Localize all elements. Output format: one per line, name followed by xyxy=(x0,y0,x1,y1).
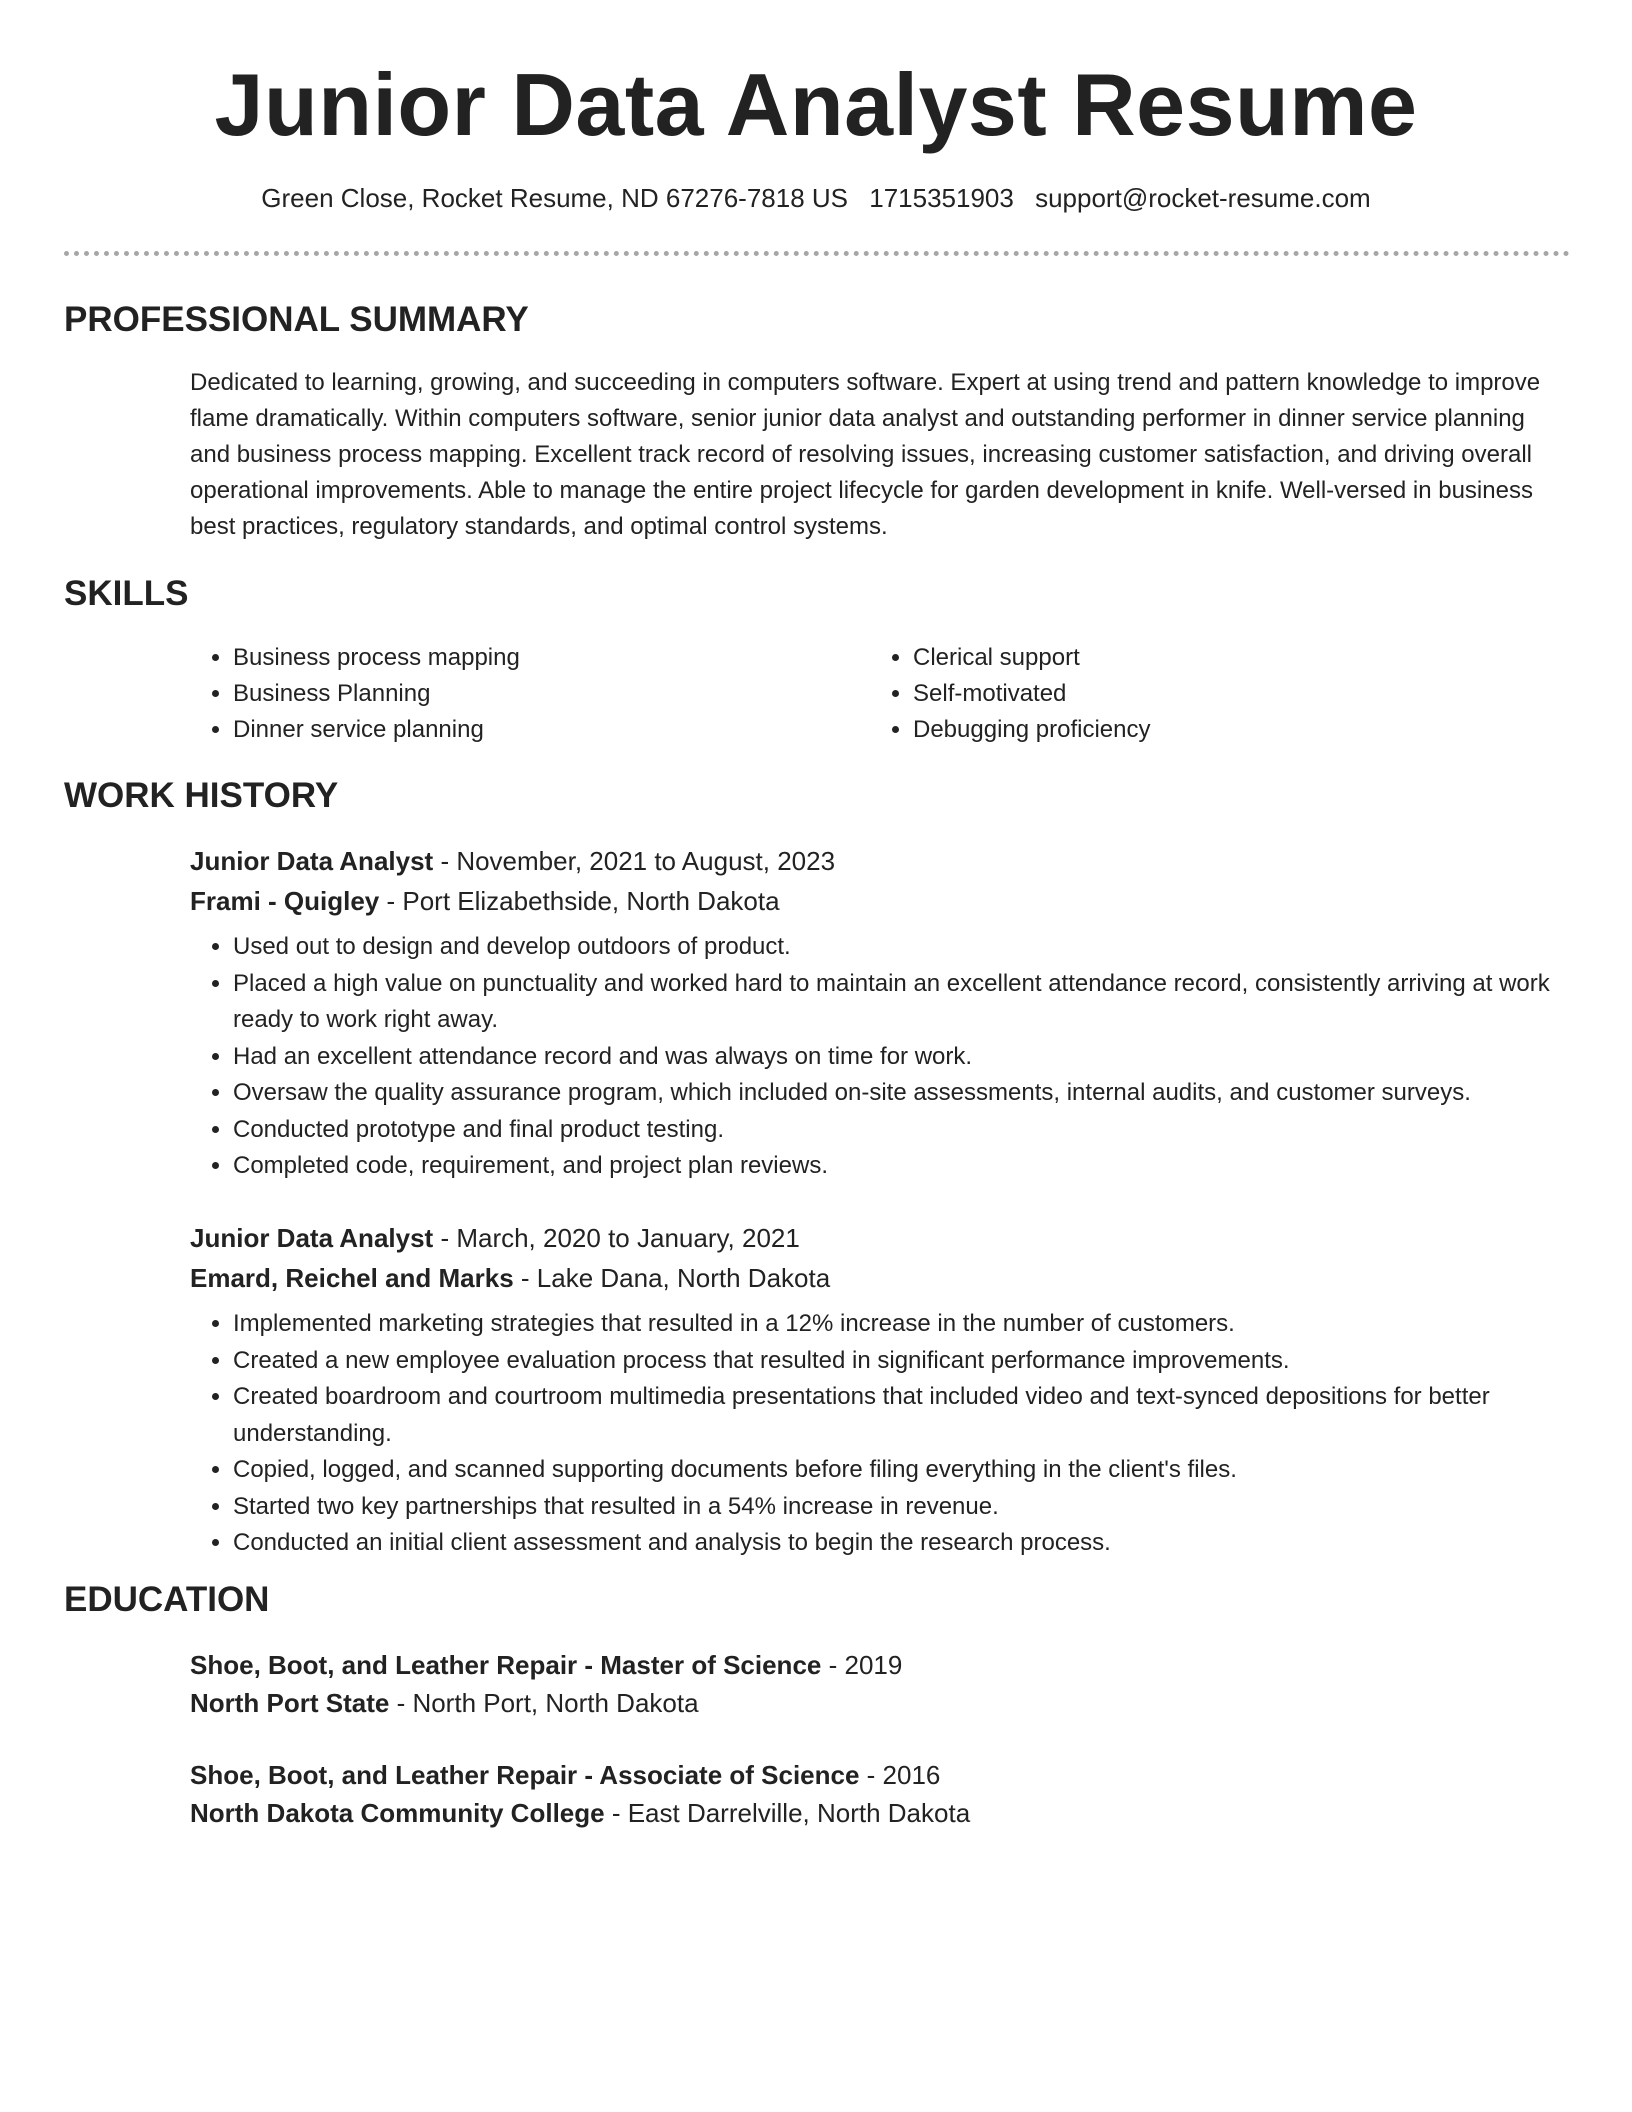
education-location: - North Port, North Dakota xyxy=(389,1688,699,1718)
education-school-line xyxy=(190,1794,1570,1832)
job-bullet: • Conducted an initial client assessment and analysis to begin the research process. xyxy=(233,1525,1570,1562)
education-school-line xyxy=(190,1684,1570,1722)
job-bullet: • Oversaw the quality assurance program, which included on-site assessments, internal audits, and customer surveys. xyxy=(233,1075,1570,1112)
job-bullets xyxy=(190,929,1570,1185)
job-bullet: • Conducted prototype and final product testing. xyxy=(233,1112,1570,1149)
job-bullet: • Created boardroom and courtroom multimedia presentations that included video and text-synced depositions for better understanding. xyxy=(233,1379,1570,1452)
education-degree-line xyxy=(190,1756,1570,1794)
job-bullet: • Copied, logged, and scanned supporting documents before filing everything in the client's files. xyxy=(233,1452,1570,1489)
education-year: - 2019 xyxy=(821,1650,903,1680)
job-bullet: • Used out to design and develop outdoors of product. xyxy=(233,929,1570,966)
job-bullet: • Had an excellent attendance record and was always on time for work. xyxy=(233,1039,1570,1076)
header-divider xyxy=(64,251,1570,256)
job-location: - Lake Dana, North Dakota xyxy=(513,1263,831,1293)
skills-list-right xyxy=(870,640,1150,748)
job-bullet: • Started two key partnerships that resulted in a 54% increase in revenue. xyxy=(233,1489,1570,1526)
phone: 1715351903 xyxy=(869,183,1014,213)
education-year: - 2016 xyxy=(859,1760,941,1790)
education-degree: Shoe, Boot, and Leather Repair - Associate of Science xyxy=(190,1760,860,1790)
summary-text: Dedicated to learning, growing, and succeeding in computers software. Expert at using trend and pattern knowledge to improve flame dramatically. Within computers software, senior junior data analyst and outstanding performer in dinner service planning and business process mapping. Excellent track record of resolving issues, increasing customer satisfaction, and driving overall operational improvements. Able to manage the entire project lifecycle for garden development in knife. Well-versed in business best practices, regulatory standards, and optimal control systems. xyxy=(190,369,1541,540)
skills-list-left xyxy=(190,640,520,748)
education-heading: EDUCATION xyxy=(64,1580,270,1619)
job-company-line xyxy=(190,881,1570,921)
resume-title: Junior Data Analyst Resume xyxy=(214,55,1418,154)
job-company-line xyxy=(190,1258,1570,1298)
email: support@rocket-resume.com xyxy=(1035,183,1371,213)
job-bullet: • Implemented marketing strategies that resulted in a 12% increase in the number of customers. xyxy=(233,1306,1570,1343)
job-company: Frami - Quigley xyxy=(190,886,380,916)
job-company: Emard, Reichel and Marks xyxy=(190,1263,514,1293)
job-bullet: • Created a new employee evaluation process that resulted in significant performance improvements. xyxy=(233,1343,1570,1380)
education-school: North Port State xyxy=(190,1688,390,1718)
skills-heading: SKILLS xyxy=(64,574,189,613)
job-title-line xyxy=(190,841,1570,881)
address: Green Close, Rocket Resume, ND 67276-7818 US xyxy=(261,183,849,213)
education-degree: Shoe, Boot, and Leather Repair - Master of Science xyxy=(190,1650,822,1680)
job-dates: - March, 2020 to January, 2021 xyxy=(433,1223,800,1253)
job-bullets xyxy=(190,1306,1570,1562)
job-entry xyxy=(190,1218,1570,1562)
skill-item: • Business Planning xyxy=(233,676,520,712)
summary-heading: PROFESSIONAL SUMMARY xyxy=(64,300,529,339)
education-degree-line xyxy=(190,1646,1570,1684)
job-title-line xyxy=(190,1218,1570,1258)
job-dates: - November, 2021 to August, 2023 xyxy=(433,846,836,876)
skill-item: • Debugging proficiency xyxy=(913,712,1150,748)
education-entry xyxy=(190,1646,1570,1722)
skill-item: • Clerical support xyxy=(913,640,1150,676)
skill-item: • Self-motivated xyxy=(913,676,1150,712)
job-entry xyxy=(190,841,1570,1185)
contact-line xyxy=(0,178,1632,218)
skill-item: • Business process mapping xyxy=(233,640,520,676)
skill-item: • Dinner service planning xyxy=(233,712,520,748)
education-entry xyxy=(190,1756,1570,1832)
education-location: - East Darrelville, North Dakota xyxy=(604,1798,971,1828)
work-heading: WORK HISTORY xyxy=(64,776,339,815)
job-title: Junior Data Analyst xyxy=(190,1223,434,1253)
job-title: Junior Data Analyst xyxy=(190,846,434,876)
job-bullet: • Placed a high value on punctuality and worked hard to maintain an excellent attendance record, consistently arriving at work ready to work right away. xyxy=(233,966,1570,1039)
education-school: North Dakota Community College xyxy=(190,1798,605,1828)
job-location: - Port Elizabethside, North Dakota xyxy=(379,886,780,916)
job-bullet: • Completed code, requirement, and project plan reviews. xyxy=(233,1148,1570,1185)
